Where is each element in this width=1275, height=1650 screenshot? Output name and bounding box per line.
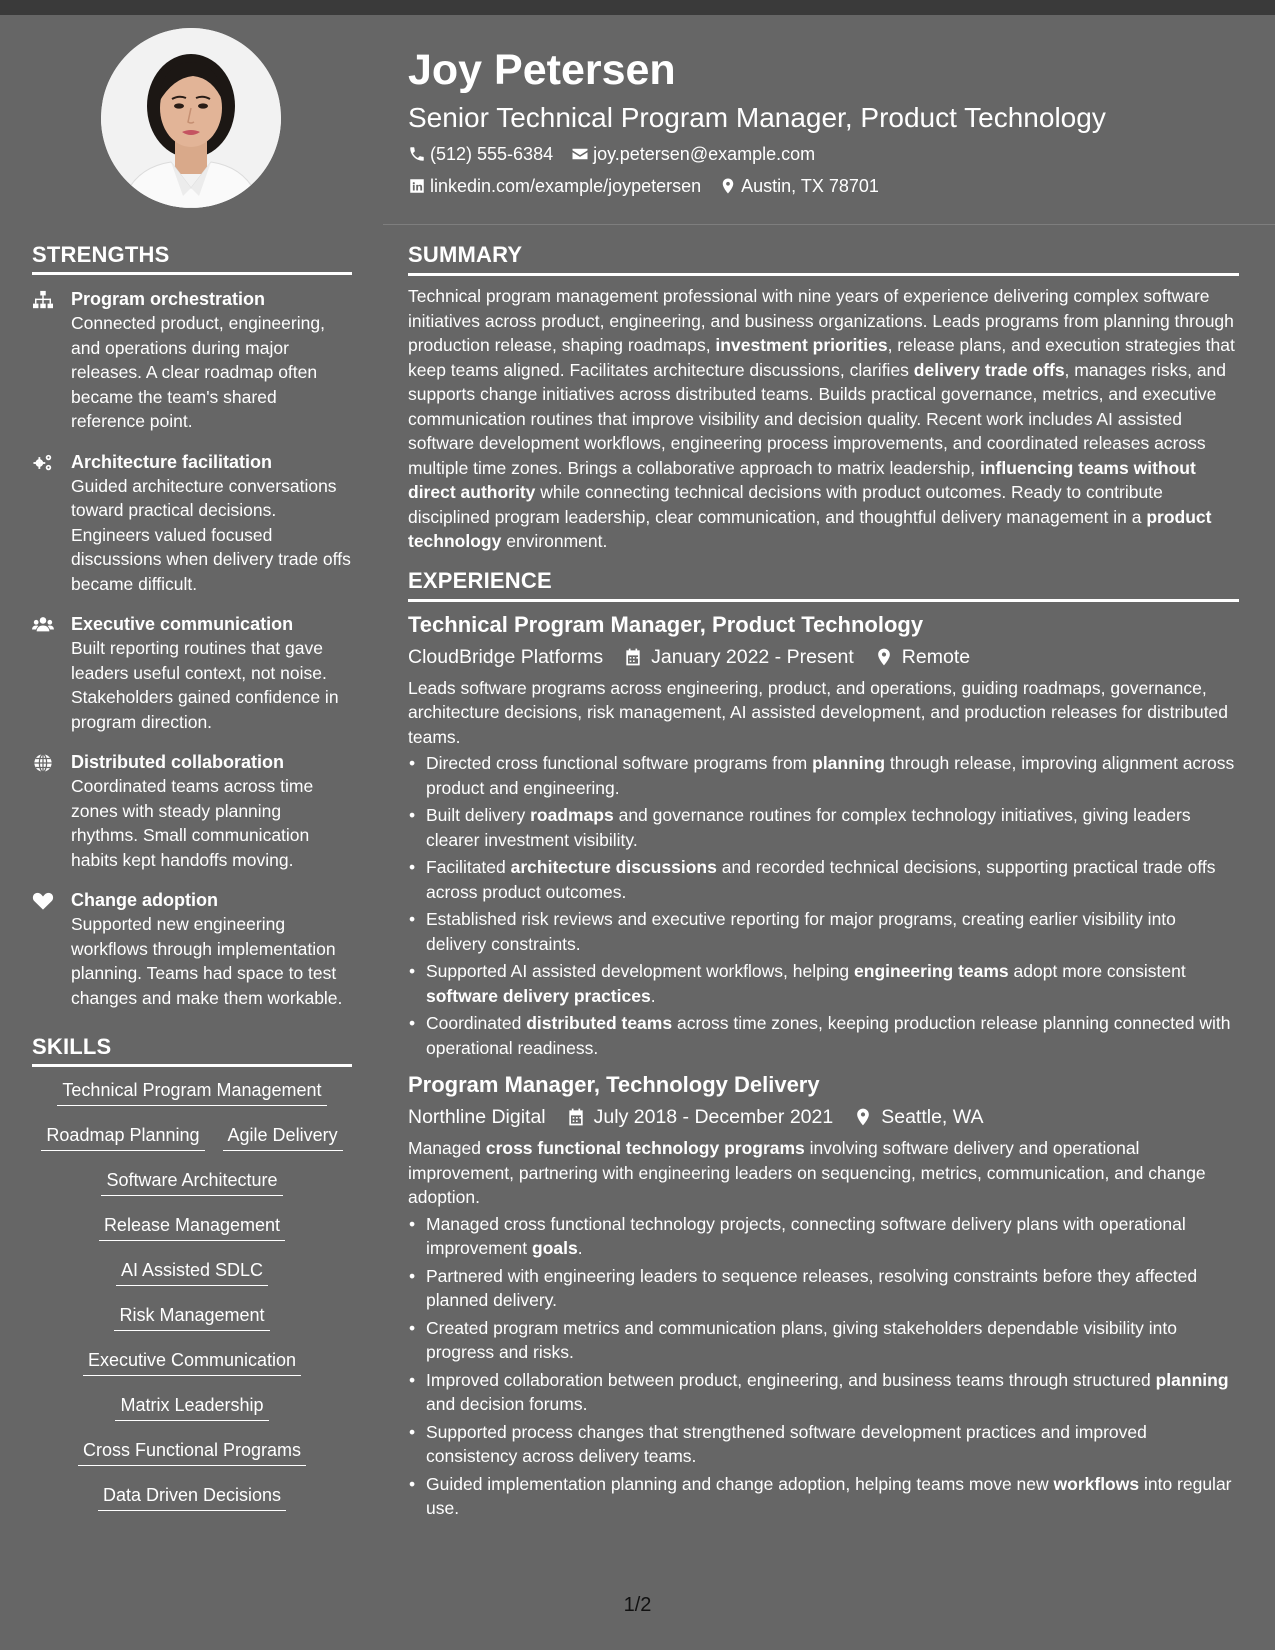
header-divider: [383, 224, 1275, 225]
gears-icon: [32, 450, 71, 597]
job-title: Program Manager, Technology Delivery: [408, 1072, 820, 1097]
job-dates: July 2018 - December 2021: [593, 1106, 834, 1128]
top-bar: [0, 0, 1275, 15]
skills-heading: SKILLS: [32, 1034, 112, 1059]
skill-row: [32, 1437, 352, 1482]
skills-rule: [32, 1064, 352, 1067]
contact-row-1: [408, 138, 1228, 170]
job-entry: [408, 610, 1239, 1061]
summary-text: Technical program management professional with nine years of experience delivering complex software initiatives across product, engineering, and business organizations. Leads programs from planning through production release, shaping roadmaps, investment priorities, release plans, and execution strategies that keep teams aligned. Facilitates architecture discussions, clarifies delivery trade offs, manages risks, and supports change initiatives across distributed teams. Builds practical governance, metrics, and executive communication routines that improve visibility and decision quality. Recent work includes AI assisted software development workflows, engineering process improvements, and coordinated releases across multiple time zones. Brings a collaborative approach to matrix leadership, influencing teams without direct authority while connecting technical decisions with product outcomes. Ready to contribute disciplined program leadership, clear communication, and thoughtful delivery management in a product technology environment.: [408, 286, 1235, 551]
map-pin-icon: [874, 647, 894, 667]
contact-row-2: [408, 170, 1228, 202]
skill-tag: Matrix Leadership: [115, 1392, 268, 1421]
skill-tag: Cross Functional Programs: [78, 1437, 306, 1466]
bullet-item: • Supported AI assisted development workflows, helping engineering teams adopt more consistent software delivery practices.: [409, 961, 1186, 1006]
bullet-item: • Facilitated architecture discussions and recorded technical decisions, supporting practical trade offs across product outcomes.: [409, 857, 1216, 902]
job-meta: [408, 1102, 1239, 1132]
candidate-title: Senior Technical Program Manager, Product Technology: [408, 102, 1106, 133]
strengths-heading: STRENGTHS: [32, 242, 170, 267]
email-text: joy.petersen@example.com: [593, 144, 816, 164]
skill-tag: Agile Delivery: [223, 1122, 343, 1151]
strength-item: [32, 450, 352, 597]
skill-row: [32, 1077, 352, 1122]
calendar-icon: [623, 647, 643, 667]
globe-icon: [32, 750, 71, 872]
job-bullets: [408, 751, 1239, 1060]
contact-email[interactable]: [571, 138, 815, 170]
job-entry: [408, 1070, 1239, 1521]
job-title: Technical Program Manager, Product Technology: [408, 611, 924, 637]
bullet-item: • Supported process changes that strengthened software development practices and improved consistency across delivery teams.: [409, 1421, 1147, 1466]
strength-title: Architecture facilitation: [71, 451, 273, 472]
strength-item: [32, 287, 352, 434]
skill-row: [32, 1392, 352, 1437]
resume-header: [408, 42, 1228, 202]
strength-desc: Guided architecture conversations toward practical decisions. Engineers valued focused discussions when delivery trade offs became difficult.: [71, 475, 351, 594]
phone-text: (512) 555-6384: [430, 144, 554, 164]
envelope-icon: [571, 145, 589, 163]
bullet-item: • Coordinated distributed teams across time zones, keeping production release planning connected with operational readiness.: [409, 1013, 1231, 1058]
linkedin-icon: [408, 177, 426, 195]
location-text: Austin, TX 78701: [741, 176, 879, 196]
strength-item: [32, 750, 352, 872]
skill-tag: Data Driven Decisions: [98, 1482, 286, 1511]
bullet-item: • Managed cross functional technology projects, connecting software delivery plans with operational improvement goals.: [409, 1213, 1186, 1258]
page-number: 1/2: [623, 1594, 652, 1616]
skill-row: [32, 1167, 352, 1212]
users-icon: [32, 612, 71, 734]
map-pin-icon: [719, 177, 737, 195]
bullet-item: • Partnered with engineering leaders to sequence releases, resolving constraints before they affected planned delivery.: [409, 1265, 1198, 1310]
job-meta: [408, 642, 1239, 672]
skill-tag: Technical Program Management: [57, 1077, 326, 1106]
contact-phone[interactable]: [408, 138, 553, 170]
bullet-item: • Created program metrics and communication plans, giving stakeholders dependable visibility into progress and risks.: [409, 1317, 1177, 1362]
job-location: Seattle, WA: [881, 1106, 984, 1128]
strengths-rule: [32, 272, 352, 275]
skill-tag: Software Architecture: [101, 1167, 282, 1196]
profile-photo: [101, 28, 281, 208]
bullet-item: • Guided implementation planning and change adoption, helping teams move new workflows into regular use.: [409, 1473, 1232, 1518]
candidate-name: Joy Petersen: [408, 46, 676, 94]
heart-icon: [32, 888, 71, 1010]
bullet-item: • Improved collaboration between product, engineering, and business teams through structured planning and decision forums.: [409, 1369, 1229, 1414]
contact-linkedin[interactable]: [408, 170, 701, 202]
experience-rule: [408, 599, 1239, 602]
strength-item: [32, 888, 352, 1010]
strength-desc: Connected product, engineering, and operations during major releases. A clear roadmap often became the team's shared reference point.: [71, 313, 325, 431]
skill-tag: AI Assisted SDLC: [116, 1257, 268, 1286]
calendar-icon: [566, 1107, 586, 1127]
skill-row: [32, 1482, 352, 1527]
skill-tag: Risk Management: [114, 1302, 269, 1331]
skill-row: [32, 1212, 352, 1257]
bullet-item: • Established risk reviews and executive reporting for major programs, creating earlier visibility into delivery constraints.: [409, 909, 1176, 954]
job-dates: January 2022 - Present: [651, 645, 854, 668]
skill-tag: Roadmap Planning: [41, 1122, 204, 1151]
summary-heading: SUMMARY: [408, 242, 523, 267]
skill-row: [32, 1122, 352, 1167]
strength-item: [32, 612, 352, 734]
strength-desc: Supported new engineering workflows through implementation planning. Teams had space to test changes and make them workable.: [71, 914, 343, 1008]
strength-desc: Coordinated teams across time zones with steady planning rhythms. Small communication habits kept handoffs moving.: [71, 776, 314, 870]
job-company: Northline Digital: [408, 1106, 546, 1128]
portrait-illustration: [101, 28, 281, 208]
skill-row: [32, 1302, 352, 1347]
sidebar: [32, 240, 352, 1527]
strengths-list: [32, 287, 352, 1010]
strength-title: Change adoption: [71, 890, 218, 910]
bullet-item: • Built delivery roadmaps and governance routines for complex technology initiatives, giving leaders clearer investment visibility.: [409, 805, 1191, 850]
linkedin-text: linkedin.com/example/joypetersen: [430, 176, 702, 196]
skill-row: [32, 1347, 352, 1392]
strength-title: Program orchestration: [71, 289, 266, 309]
skill-tag: Release Management: [99, 1212, 285, 1241]
job-summary: Leads software programs across engineering, product, and operations, guiding roadmaps, governance, architecture decisions, risk management, AI assisted development, and production releases for distributed teams.: [408, 677, 1229, 747]
map-pin-icon: [853, 1107, 873, 1127]
summary-rule: [408, 273, 1239, 276]
strength-title: Executive communication: [71, 614, 294, 634]
job-company: CloudBridge Platforms: [408, 645, 604, 668]
bullet-item: • Directed cross functional software programs from planning through release, improving alignment across product and engineering.: [409, 753, 1235, 798]
job-location: Remote: [901, 645, 971, 668]
strength-desc: Built reporting routines that gave leaders useful context, not noise. Stakeholders gained confidence in program direction.: [71, 638, 339, 732]
strength-title: Distributed collaboration: [71, 752, 285, 772]
phone-icon: [408, 145, 426, 163]
skill-tag: Executive Communication: [83, 1347, 301, 1376]
experience-heading: EXPERIENCE: [408, 567, 552, 593]
job-bullets: [408, 1212, 1239, 1521]
skill-row: [32, 1257, 352, 1302]
sitemap-icon: [32, 287, 71, 434]
contact-location: [719, 170, 879, 202]
main-column: [408, 240, 1239, 1524]
skills-list: [32, 1077, 352, 1527]
job-summary: Managed cross functional technology programs involving software delivery and operational improvement, partnering with engineering leaders on sequencing, metrics, communication, and change adoption.: [408, 1138, 1206, 1207]
